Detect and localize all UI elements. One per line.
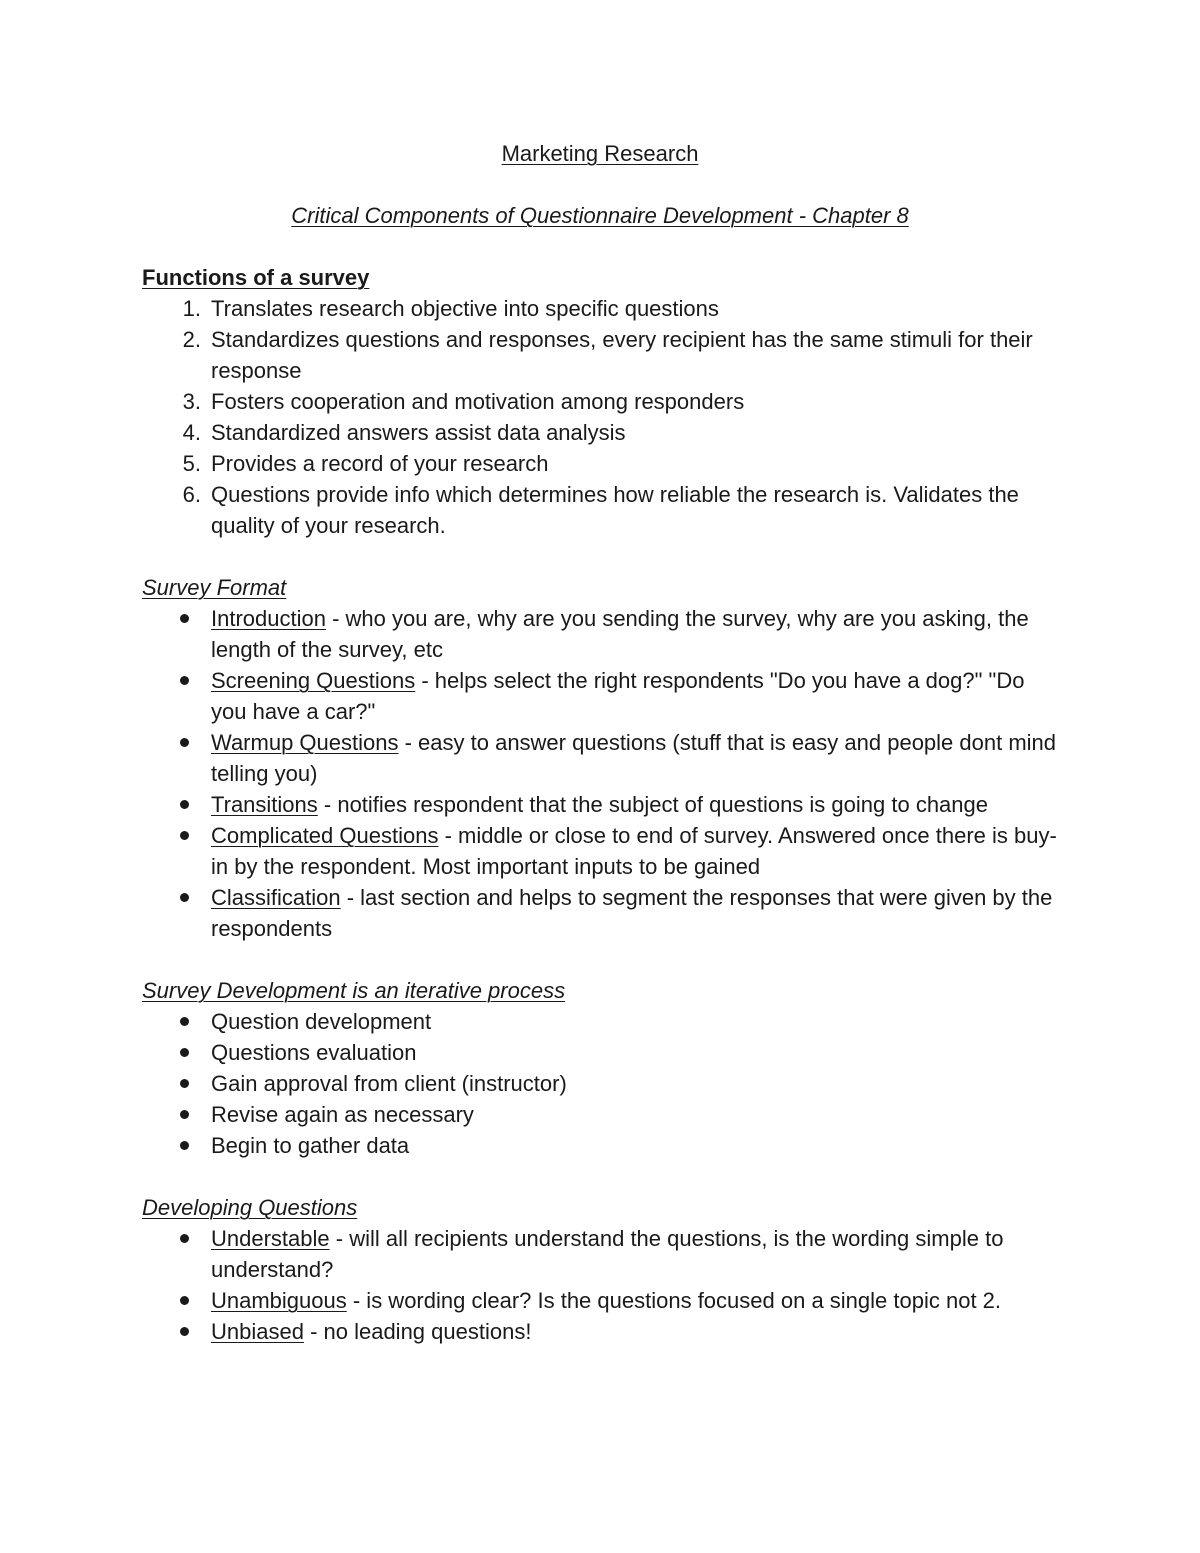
- list-item: [142, 1068, 1062, 1099]
- development-list: [142, 1006, 1062, 1161]
- list-number: 2.: [182, 327, 201, 352]
- format-heading: [142, 572, 1062, 603]
- list-item-desc: - is wording clear? Is the questions focused on a single topic not 2.: [346, 1288, 1002, 1313]
- list-item-text: Question development: [211, 1009, 432, 1034]
- developing-heading: [142, 1192, 1062, 1223]
- list-item: [142, 1099, 1062, 1130]
- list-number: 4.: [182, 420, 201, 445]
- bullet-icon: [180, 1141, 189, 1150]
- list-item: [142, 820, 1062, 882]
- list-item-desc: - middle or close to end of survey. Answered once there is buy-in by the respondent. Most important inputs to be gained: [211, 823, 1057, 879]
- list-item-term: Understable: [211, 1226, 330, 1251]
- development-heading: [142, 975, 1062, 1006]
- list-item: [142, 665, 1062, 727]
- list-item: [142, 603, 1062, 665]
- list-item-desc: - will all recipients understand the questions, is the wording simple to understand?: [211, 1226, 1004, 1282]
- list-item-term: Screening Questions: [211, 668, 416, 693]
- list-item: [142, 1006, 1062, 1037]
- list-number: 1.: [182, 296, 201, 321]
- doc-subtitle-text: Critical Components of Questionnaire Development - Chapter 8: [291, 203, 909, 228]
- doc-subtitle: [142, 200, 1058, 231]
- list-item-term: Complicated Questions: [211, 823, 439, 848]
- format-list: [142, 603, 1062, 944]
- list-item-term: Unambiguous: [211, 1288, 347, 1313]
- document-page: [142, 138, 1062, 1347]
- list-number: 3.: [182, 389, 201, 414]
- doc-title: [142, 138, 1058, 169]
- list-item-text: Translates research objective into specific questions: [211, 296, 719, 321]
- list-item-desc: - easy to answer questions (stuff that is easy and people dont mind telling you): [211, 730, 1057, 786]
- list-item-text: Begin to gather data: [211, 1133, 410, 1158]
- list-item-term: Introduction: [211, 606, 326, 631]
- bullet-icon: [180, 800, 189, 809]
- list-item-desc: - who you are, why are you sending the survey, why are you asking, the length of the survey, etc: [211, 606, 1029, 662]
- list-item-text: Gain approval from client (instructor): [211, 1071, 567, 1096]
- bullet-icon: [180, 1017, 189, 1026]
- bullet-icon: [180, 1079, 189, 1088]
- list-item-text: Standardizes questions and responses, every recipient has the same stimuli for their response: [211, 327, 1033, 383]
- list-item: [142, 1316, 1062, 1347]
- list-item-text: Provides a record of your research: [211, 451, 549, 476]
- list-item: [142, 1285, 1062, 1316]
- doc-title-text: Marketing Research: [501, 141, 699, 166]
- list-item: [142, 1037, 1062, 1068]
- list-item: [142, 1130, 1062, 1161]
- functions-list: [142, 293, 1062, 541]
- bullet-icon: [180, 738, 189, 747]
- list-item: [142, 386, 1062, 417]
- list-item-text: Questions provide info which determines how reliable the research is. Validates the quality of your research.: [211, 482, 1019, 538]
- list-item-text: Standardized answers assist data analysis: [211, 420, 626, 445]
- list-item-term: Transitions: [211, 792, 318, 817]
- list-item-desc: - last section and helps to segment the responses that were given by the respondents: [211, 885, 1053, 941]
- bullet-icon: [180, 1110, 189, 1119]
- list-item: [142, 293, 1062, 324]
- list-item-term: Warmup Questions: [211, 730, 399, 755]
- bullet-icon: [180, 1327, 189, 1336]
- list-item-term: Unbiased: [211, 1319, 304, 1344]
- list-item-desc: - helps select the right respondents "Do you have a dog?" "Do you have a car?": [211, 668, 1025, 724]
- list-item-term: Classification: [211, 885, 341, 910]
- list-number: 5.: [182, 451, 201, 476]
- developing-heading-text: Developing Questions: [142, 1195, 358, 1220]
- list-item-text: Fosters cooperation and motivation among responders: [211, 389, 745, 414]
- bullet-icon: [180, 1296, 189, 1305]
- bullet-icon: [180, 831, 189, 840]
- bullet-icon: [180, 614, 189, 623]
- list-item-desc: - no leading questions!: [303, 1319, 532, 1344]
- bullet-icon: [180, 1234, 189, 1243]
- list-item: [142, 789, 1062, 820]
- list-item-text: Questions evaluation: [211, 1040, 417, 1065]
- bullet-icon: [180, 676, 189, 685]
- list-number: 6.: [182, 482, 201, 507]
- list-item-desc: - notifies respondent that the subject of questions is going to change: [317, 792, 988, 817]
- list-item: [142, 448, 1062, 479]
- list-item: [142, 727, 1062, 789]
- functions-heading: [142, 262, 1062, 293]
- list-item: [142, 1223, 1062, 1285]
- format-heading-text: Survey Format: [142, 575, 287, 600]
- list-item: [142, 324, 1062, 386]
- bullet-icon: [180, 1048, 189, 1057]
- list-item: [142, 882, 1062, 944]
- functions-heading-text: Functions of a survey: [142, 265, 370, 290]
- list-item-text: Revise again as necessary: [211, 1102, 474, 1127]
- development-heading-text: Survey Development is an iterative process: [142, 978, 566, 1003]
- list-item: [142, 417, 1062, 448]
- bullet-icon: [180, 893, 189, 902]
- developing-list: [142, 1223, 1062, 1347]
- list-item: [142, 479, 1062, 541]
